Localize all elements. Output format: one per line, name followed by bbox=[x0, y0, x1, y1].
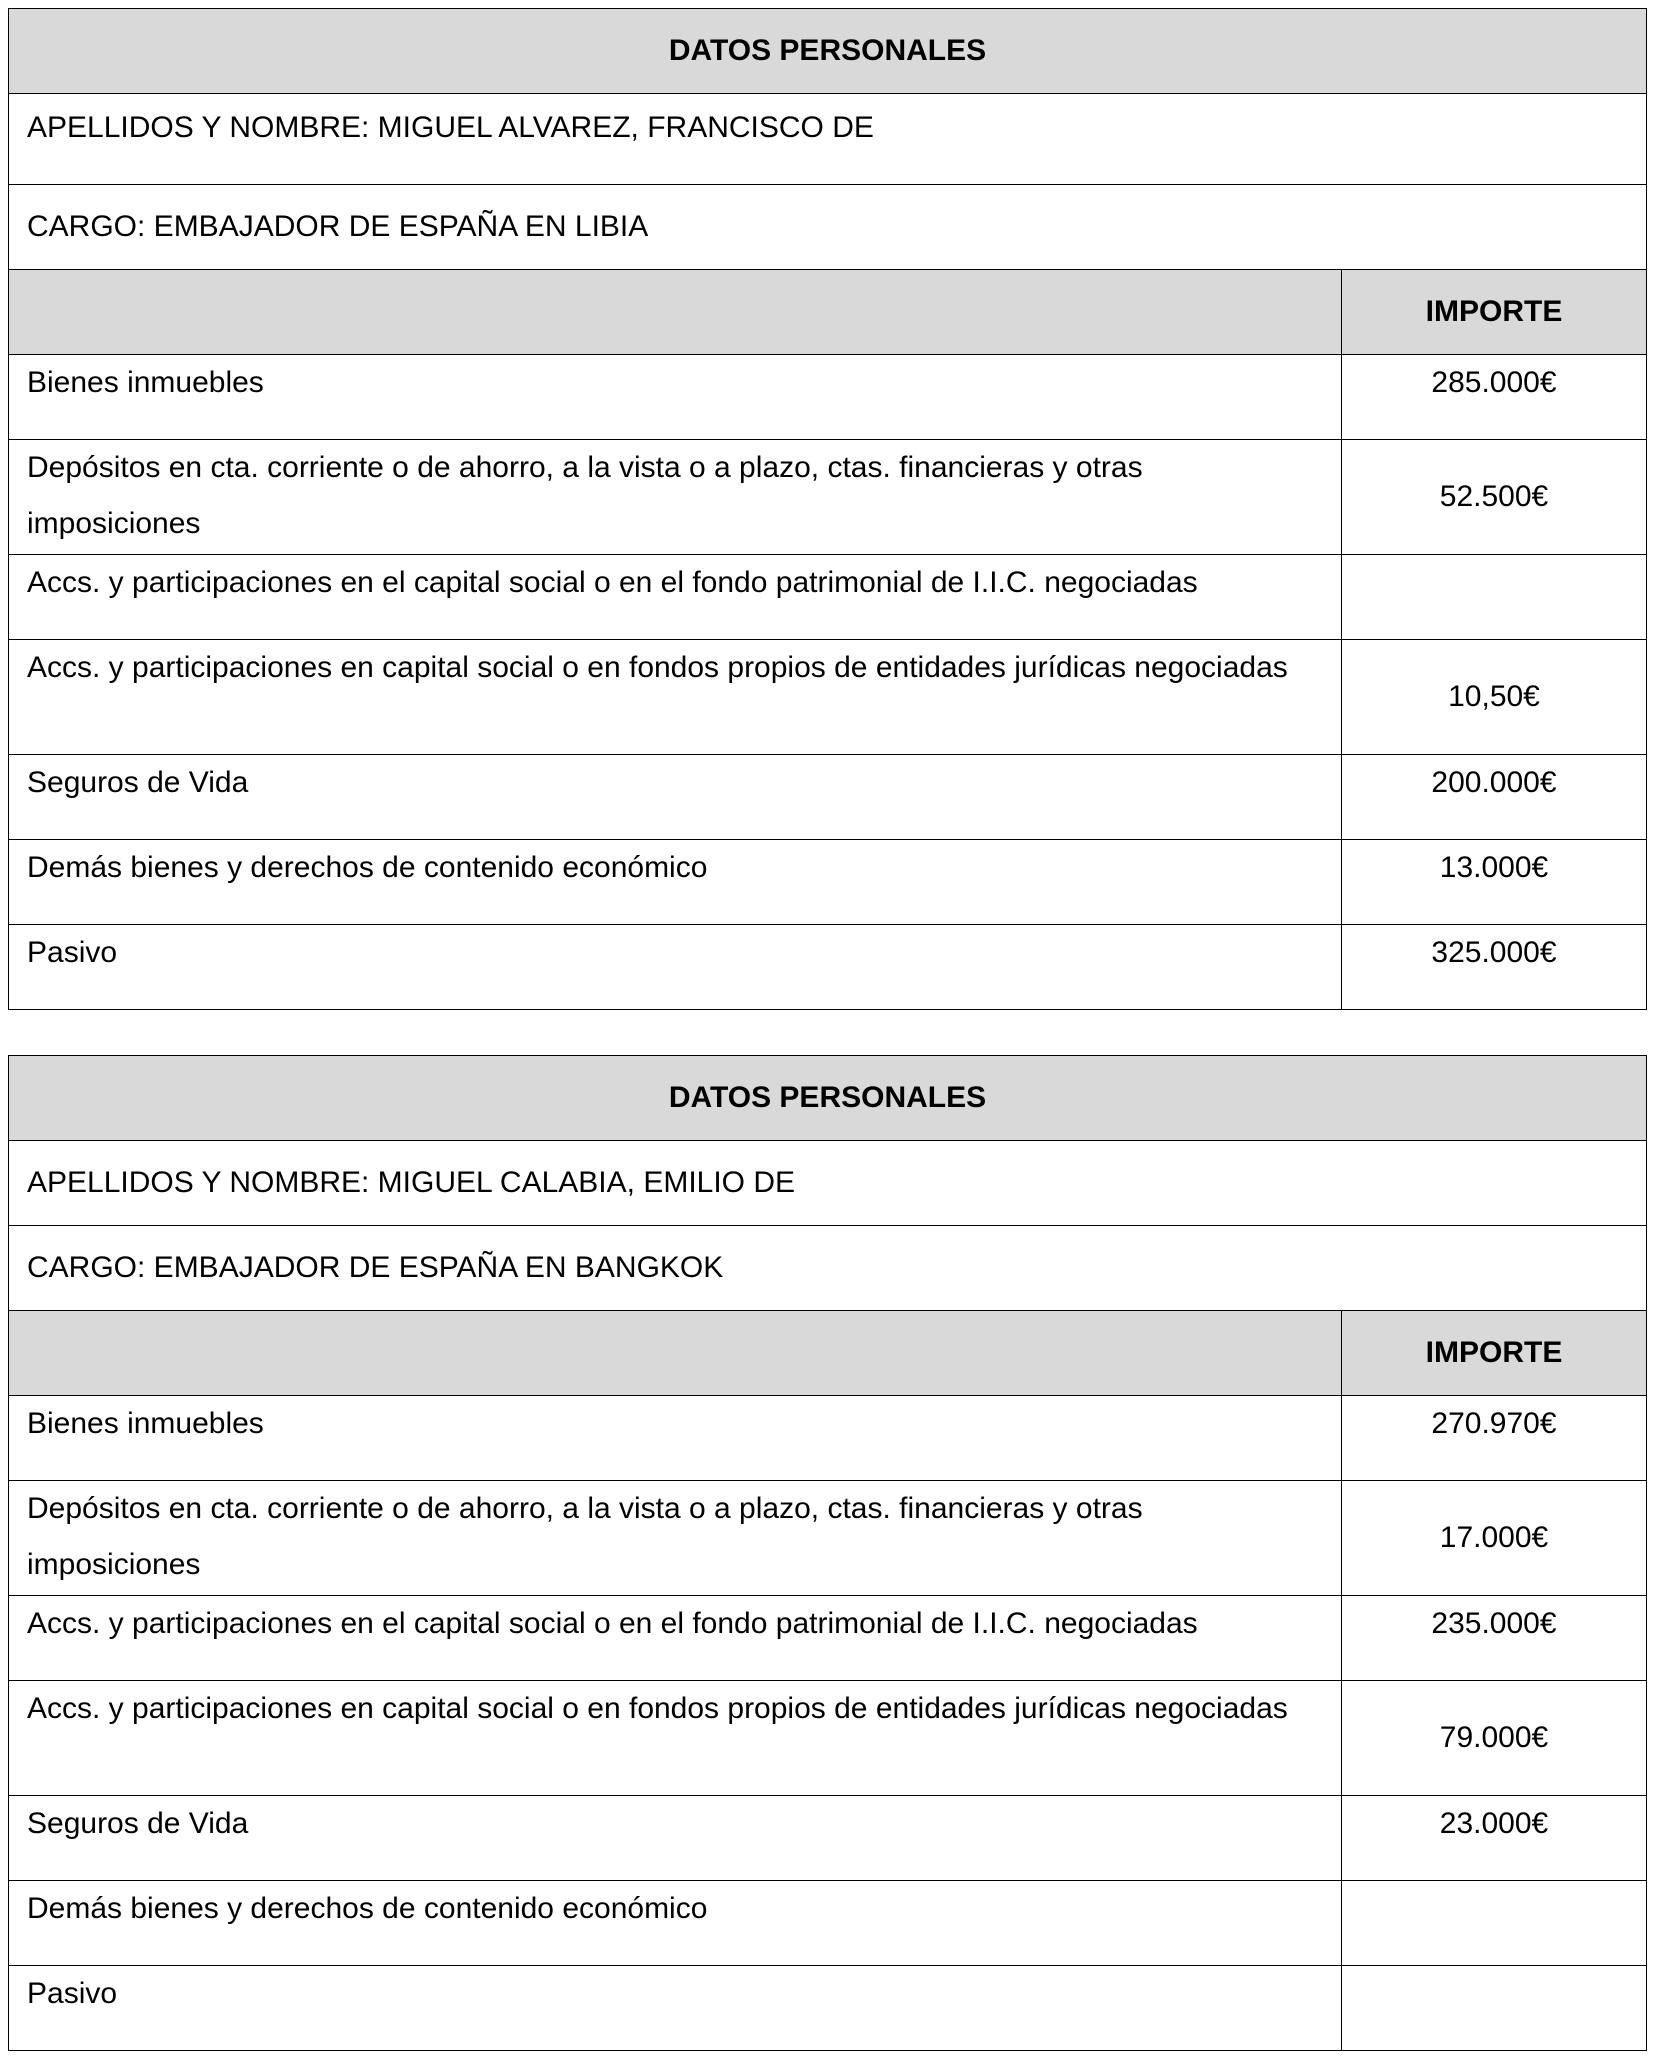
asset-amount: 200.000€ bbox=[1342, 755, 1647, 840]
asset-label: Bienes inmuebles bbox=[9, 355, 1342, 440]
asset-amount: 235.000€ bbox=[1342, 1596, 1647, 1681]
asset-amount: 270.970€ bbox=[1342, 1396, 1647, 1481]
table-row bbox=[9, 355, 1647, 440]
asset-amount bbox=[1342, 555, 1647, 640]
asset-label: Seguros de Vida bbox=[9, 1796, 1342, 1881]
declaration-table-1 bbox=[8, 8, 1647, 1010]
section-header-row bbox=[9, 9, 1647, 94]
asset-label: Bienes inmuebles bbox=[9, 1396, 1342, 1481]
amount-header: IMPORTE bbox=[1342, 1311, 1647, 1396]
cargo-line: CARGO: EMBAJADOR DE ESPAÑA EN BANGKOK bbox=[9, 1226, 1647, 1311]
section-header: DATOS PERSONALES bbox=[9, 9, 1647, 94]
table-row bbox=[9, 1481, 1647, 1596]
asset-label: Pasivo bbox=[9, 925, 1342, 1010]
table-row bbox=[9, 640, 1647, 755]
asset-label: Accs. y participaciones en el capital social o en el fondo patrimonial de I.I.C. negociadas bbox=[9, 1596, 1342, 1681]
section-header: DATOS PERSONALES bbox=[9, 1056, 1647, 1141]
empty-header-cell bbox=[9, 1311, 1342, 1396]
cargo-row bbox=[9, 185, 1647, 270]
table-row bbox=[9, 440, 1647, 555]
table-row bbox=[9, 1796, 1647, 1881]
asset-label: Depósitos en cta. corriente o de ahorro, a la vista o a plazo, ctas. financieras y otras imposiciones bbox=[9, 1481, 1342, 1596]
asset-label: Pasivo bbox=[9, 1966, 1342, 2051]
cargo-line: CARGO: EMBAJADOR DE ESPAÑA EN LIBIA bbox=[9, 185, 1647, 270]
asset-label: Accs. y participaciones en el capital social o en el fondo patrimonial de I.I.C. negociadas bbox=[9, 555, 1342, 640]
table-row bbox=[9, 1596, 1647, 1681]
amount-header-row bbox=[9, 270, 1647, 355]
asset-amount bbox=[1342, 1966, 1647, 2051]
asset-label: Accs. y participaciones en capital social o en fondos propios de entidades jurídicas negociadas bbox=[9, 640, 1342, 755]
asset-amount: 325.000€ bbox=[1342, 925, 1647, 1010]
section-header-row bbox=[9, 1056, 1647, 1141]
asset-amount: 17.000€ bbox=[1342, 1481, 1647, 1596]
table-row bbox=[9, 755, 1647, 840]
asset-amount: 285.000€ bbox=[1342, 355, 1647, 440]
asset-amount: 23.000€ bbox=[1342, 1796, 1647, 1881]
name-row bbox=[9, 1141, 1647, 1226]
amount-header-row bbox=[9, 1311, 1647, 1396]
asset-label: Seguros de Vida bbox=[9, 755, 1342, 840]
asset-amount: 79.000€ bbox=[1342, 1681, 1647, 1796]
asset-amount: 13.000€ bbox=[1342, 840, 1647, 925]
asset-amount: 10,50€ bbox=[1342, 640, 1647, 755]
declaration-table-2 bbox=[8, 1055, 1647, 2051]
amount-header: IMPORTE bbox=[1342, 270, 1647, 355]
table-row bbox=[9, 925, 1647, 1010]
asset-label: Demás bienes y derechos de contenido económico bbox=[9, 840, 1342, 925]
asset-label: Depósitos en cta. corriente o de ahorro, a la vista o a plazo, ctas. financieras y otras imposiciones bbox=[9, 440, 1342, 555]
table-row bbox=[9, 1881, 1647, 1966]
cargo-row bbox=[9, 1226, 1647, 1311]
table-row bbox=[9, 1396, 1647, 1481]
table-row bbox=[9, 1681, 1647, 1796]
table-row bbox=[9, 555, 1647, 640]
name-line: APELLIDOS Y NOMBRE: MIGUEL CALABIA, EMILIO DE bbox=[9, 1141, 1647, 1226]
empty-header-cell bbox=[9, 270, 1342, 355]
table-row bbox=[9, 1966, 1647, 2051]
asset-amount bbox=[1342, 1881, 1647, 1966]
asset-label: Demás bienes y derechos de contenido económico bbox=[9, 1881, 1342, 1966]
asset-amount: 52.500€ bbox=[1342, 440, 1647, 555]
asset-label: Accs. y participaciones en capital social o en fondos propios de entidades jurídicas negociadas bbox=[9, 1681, 1342, 1796]
table-row bbox=[9, 840, 1647, 925]
name-line: APELLIDOS Y NOMBRE: MIGUEL ALVAREZ, FRANCISCO DE bbox=[9, 94, 1647, 185]
name-row bbox=[9, 94, 1647, 185]
